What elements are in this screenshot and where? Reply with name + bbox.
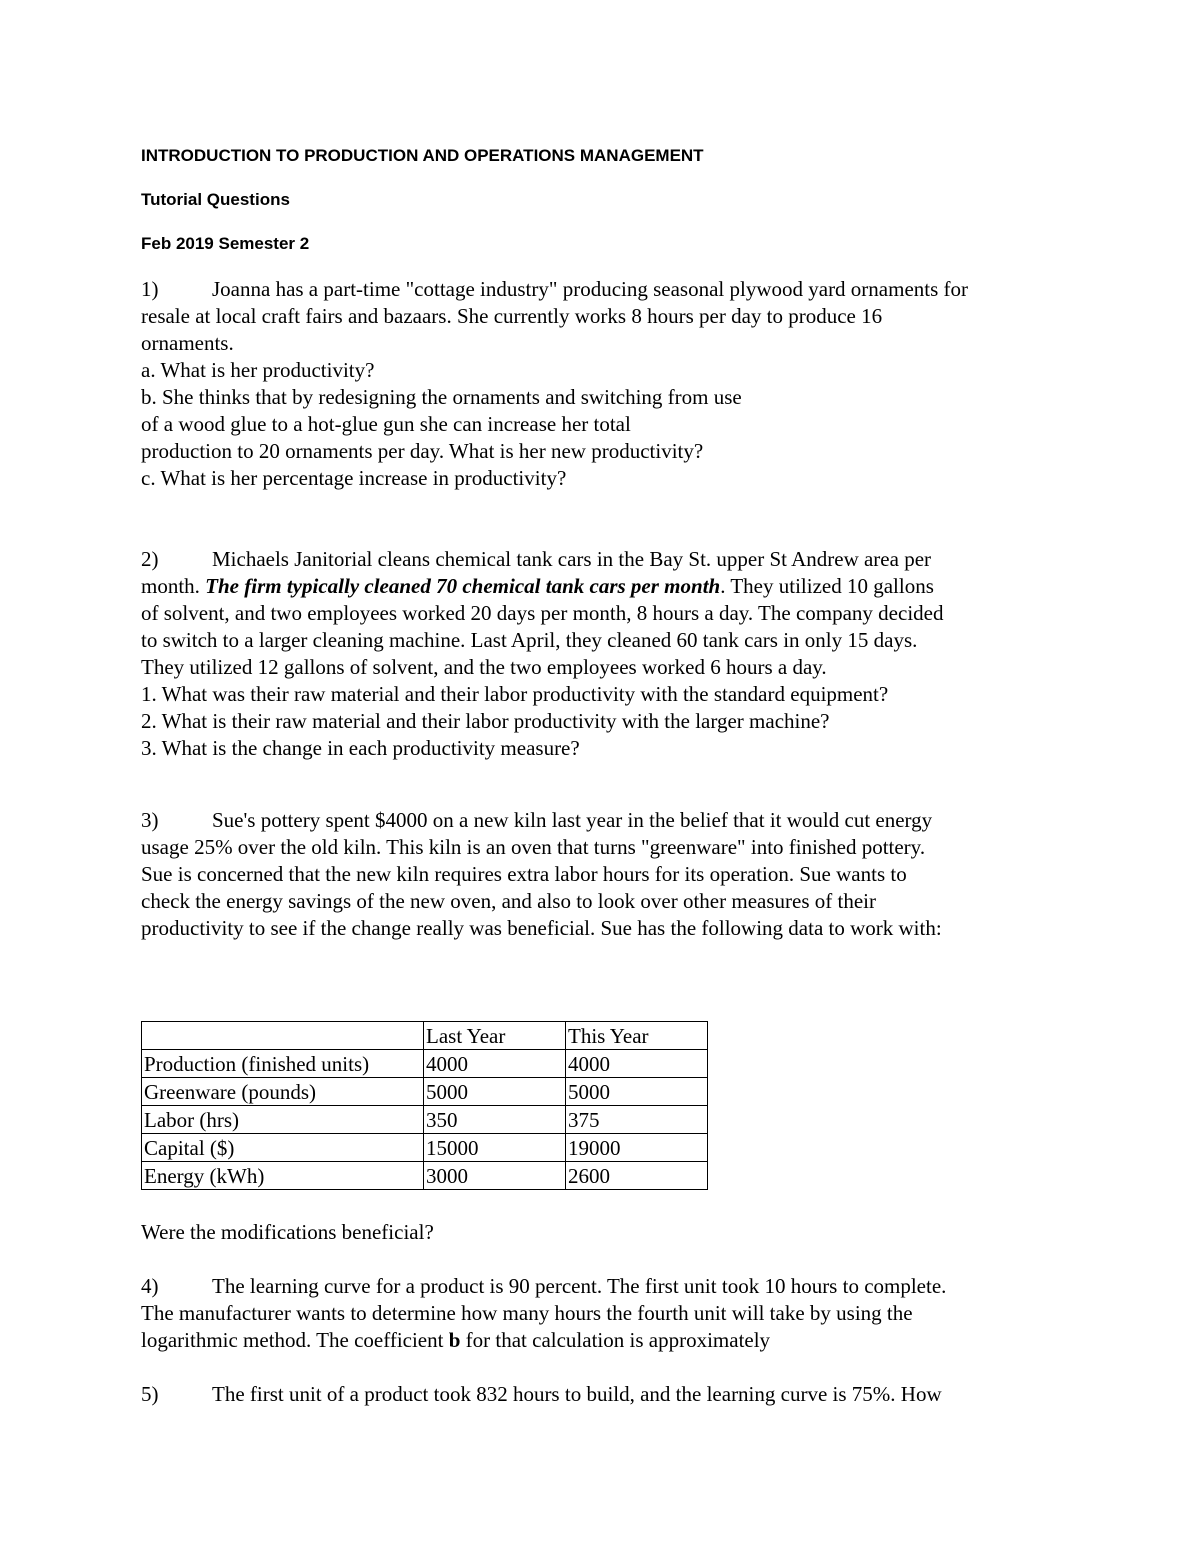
table-cell: Greenware (pounds) xyxy=(142,1078,424,1106)
q1-part-c: c. What is her percentage increase in productivity? xyxy=(141,466,567,490)
q4-text: The learning curve for a product is 90 percent. The first unit took 10 hours to complete. xyxy=(212,1274,947,1298)
q4-coefficient-b: b xyxy=(448,1328,461,1352)
table-row xyxy=(142,1106,708,1134)
semester-label: Feb 2019 Semester 2 xyxy=(141,234,310,253)
table-cell: 375 xyxy=(566,1106,708,1134)
table-row xyxy=(142,1162,708,1190)
table-row xyxy=(142,1050,708,1078)
document-title: INTRODUCTION TO PRODUCTION AND OPERATIONS MANAGEMENT xyxy=(141,146,704,165)
q2-line5: They utilized 12 gallons of solvent, and the two employees worked 6 hours a day. xyxy=(141,655,827,679)
q1-part-b-line1: b. She thinks that by redesigning the ornaments and switching from use xyxy=(141,385,742,409)
q2-line3: of solvent, and two employees worked 20 days per month, 8 hours a day. The company decided xyxy=(141,601,944,625)
table-row xyxy=(142,1078,708,1106)
q1-line1 xyxy=(141,276,968,303)
q2-line1 xyxy=(141,546,931,573)
q2-emphasis: The firm typically cleaned 70 chemical tank cars per month xyxy=(205,574,721,598)
q1-part-a: a. What is her productivity? xyxy=(141,358,375,382)
table-header-cell xyxy=(142,1022,424,1050)
q5-text: The first unit of a product took 832 hours to build, and the learning curve is 75%. How xyxy=(212,1382,942,1406)
q3-line4: check the energy savings of the new oven, and also to look over other measures of their xyxy=(141,889,876,913)
q2-line2-pre: month. xyxy=(141,574,206,598)
q5-line1 xyxy=(141,1381,942,1408)
q2-sub3: 3. What is the change in each productivity measure? xyxy=(141,736,580,760)
table-cell: 2600 xyxy=(566,1162,708,1190)
q1-line3: ornaments. xyxy=(141,331,234,355)
table-cell: 5000 xyxy=(424,1078,566,1106)
table-cell: Production (finished units) xyxy=(142,1050,424,1078)
q1-text: Joanna has a part-time "cottage industry" producing seasonal plywood yard ornaments for xyxy=(212,277,969,301)
table-cell: 4000 xyxy=(566,1050,708,1078)
table-cell: 15000 xyxy=(424,1134,566,1162)
table-cell: Capital ($) xyxy=(142,1134,424,1162)
table-header-cell: This Year xyxy=(566,1022,708,1050)
table-cell: 3000 xyxy=(424,1162,566,1190)
table-cell: 4000 xyxy=(424,1050,566,1078)
q3-followup: Were the modifications beneficial? xyxy=(141,1220,434,1244)
q3-line2: usage 25% over the old kiln. This kiln is an oven that turns "greenware" into finished pottery. xyxy=(141,835,926,859)
q4-line1 xyxy=(141,1273,946,1300)
q2-line4: to switch to a larger cleaning machine. Last April, they cleaned 60 tank cars in only 15 days. xyxy=(141,628,918,652)
q4-line2: The manufacturer wants to determine how many hours the fourth unit will take by using the xyxy=(141,1301,913,1325)
q2-line2 xyxy=(141,573,934,600)
table-cell: Energy (kWh) xyxy=(142,1162,424,1190)
q4-number: 4) xyxy=(141,1274,159,1298)
q1-line2: resale at local craft fairs and bazaars. She currently works 8 hours per day to produce 16 xyxy=(141,304,883,328)
q1-part-b-line2: of a wood glue to a hot-glue gun she can increase her total xyxy=(141,412,631,436)
q5-number: 5) xyxy=(141,1382,159,1406)
table-cell: 5000 xyxy=(566,1078,708,1106)
table-header-cell: Last Year xyxy=(424,1022,566,1050)
q4-line3-pre: logarithmic method. The coefficient xyxy=(141,1328,449,1352)
q2-number: 2) xyxy=(141,547,159,571)
q3-number: 3) xyxy=(141,808,159,832)
q1-number: 1) xyxy=(141,277,159,301)
q4-line3-post: for that calculation is approximately xyxy=(460,1328,771,1352)
table-cell: 350 xyxy=(424,1106,566,1134)
q3-line1 xyxy=(141,807,932,834)
document-subtitle: Tutorial Questions xyxy=(141,190,290,209)
q2-text: Michaels Janitorial cleans chemical tank cars in the Bay St. upper St Andrew area per xyxy=(212,547,932,571)
table-row xyxy=(142,1134,708,1162)
table-cell: Labor (hrs) xyxy=(142,1106,424,1134)
q3-text: Sue's pottery spent $4000 on a new kiln last year in the belief that it would cut energy xyxy=(212,808,933,832)
table-header-row xyxy=(142,1022,708,1050)
q3-line5: productivity to see if the change really was beneficial. Sue has the following data to work with: xyxy=(141,916,942,940)
q2-sub1: 1. What was their raw material and their labor productivity with the standard equipment? xyxy=(141,682,889,706)
q4-line3 xyxy=(141,1327,770,1354)
q2-line2-post: . They utilized 10 gallons xyxy=(720,574,934,598)
pottery-data-table xyxy=(141,1021,708,1190)
q3-line3: Sue is concerned that the new kiln requires extra labor hours for its operation. Sue wants to xyxy=(141,862,907,886)
q1-part-b-line3: production to 20 ornaments per day. What is her new productivity? xyxy=(141,439,704,463)
q2-sub2: 2. What is their raw material and their labor productivity with the larger machine? xyxy=(141,709,830,733)
table-cell: 19000 xyxy=(566,1134,708,1162)
